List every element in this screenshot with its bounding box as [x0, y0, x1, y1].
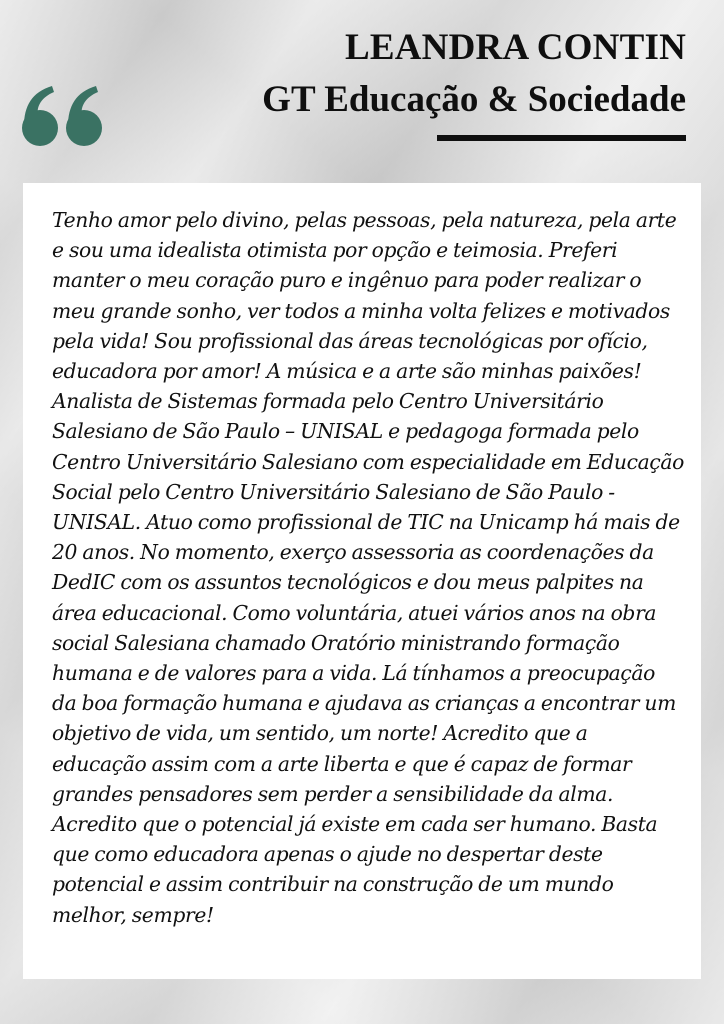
- header: [262, 26, 686, 122]
- quote-icon: [18, 64, 110, 156]
- person-name: LEANDRA CONTIN: [345, 27, 686, 68]
- group-title: GT Educação & Sociedade: [262, 79, 686, 120]
- title-underline: [437, 135, 686, 141]
- bio-text: Tenho amor pelo divino, pelas pessoas, pela natureza, pela arte e sou uma idealista otimista por opção e teimosia. Preferi manter o meu coração puro e ingênuo para poder realizar o meu grande sonho, ver todos a minha volta felizes e motivados pela vida! Sou profissional das áreas tecnológicas por ofício, educadora por amor! A música e a arte são minhas paixões! Analista de Sistemas formada pelo Centro Universitário Salesiano de São Paulo – UNISAL e pedagoga formada pelo Centro Universitário Salesiano com especialidade em Educação Social pelo Centro Universitário Salesiano de São Paulo - UNISAL. Atuo como profissional de TIC na Unicamp há mais de 20 anos. No momento, exerço assessoria as coordenações da DedIC com os assuntos tecnológicos e dou meus palpites na área educacional. Como voluntária, atuei vários anos na obra social Salesiana chamado Oratório ministrando formação humana e de valores para a vida. Lá tínhamos a preocupação da boa formação humana e ajudava as crianças a encontrar um objetivo de vida, um sentido, um norte! Acredito que a educação assim com a arte liberta e que é capaz de formar grandes pensadores sem perder a sensibilidade da alma. Acredito que o potencial já existe em cada ser humano. Basta que como educadora apenas o ajude no despertar deste potencial e assim contribuir na construção de um mundo melhor, sempre!: [52, 208, 684, 927]
